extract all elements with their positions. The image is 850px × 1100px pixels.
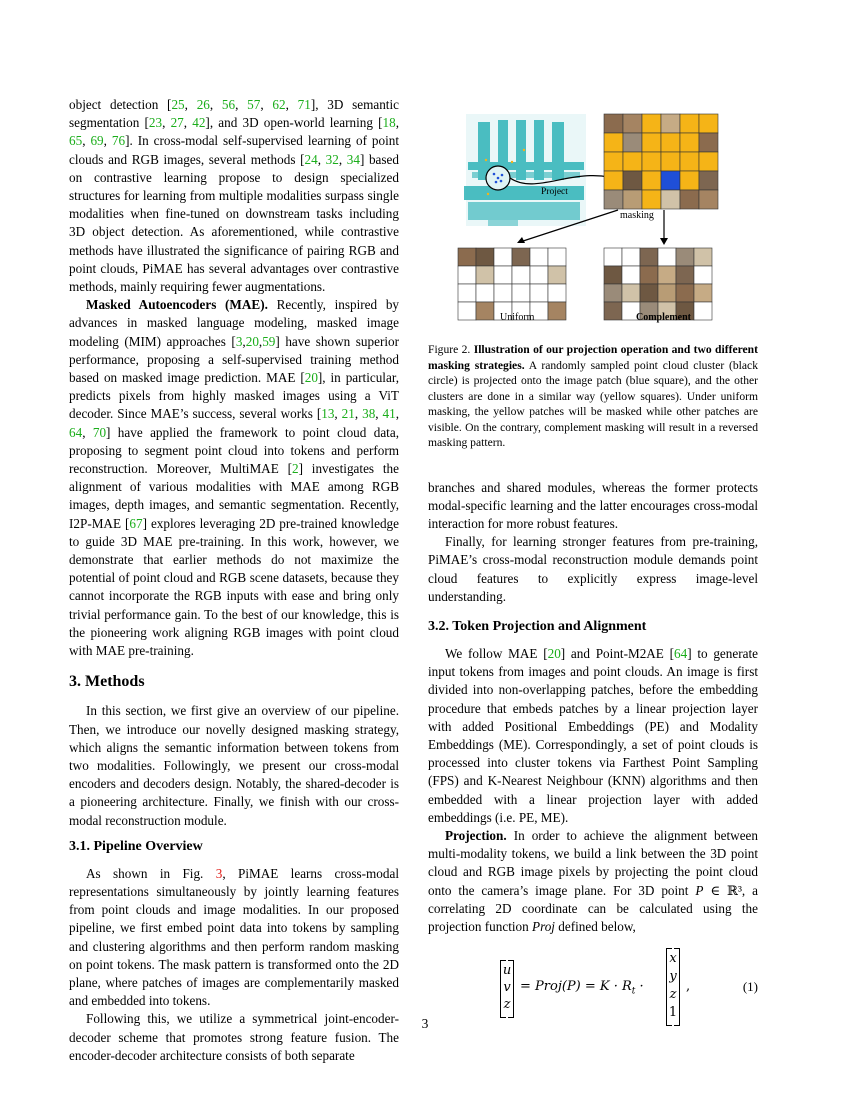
image-patch	[622, 248, 640, 266]
image-patch	[548, 266, 566, 284]
text-run: ] to generate input tokens from images and point clouds. An image is first divided into non-overlapping patches, before the embedding procedure that embeds patches by a linear projection layer with added Positional Embeddings (PE) and Modality Embeddings (ME). Correspondingly, a set of point clouds is processed into cluster tokens via Farthest Point Sampling (FPS) and K-Nearest Neighbour (KNN) algorithms and then embedded with a linear projection layer with added embeddings (i.e. PE, ME).	[428, 645, 758, 825]
text-run: ,	[395, 115, 400, 131]
pipeline-paragraph	[69, 865, 399, 1011]
citation-link[interactable]: 70	[92, 424, 107, 440]
image-patch	[604, 171, 623, 190]
image-patch	[604, 248, 622, 266]
text-run: ,	[82, 424, 93, 440]
text-run: ,	[395, 406, 400, 422]
image-patch	[642, 152, 661, 171]
image-patch	[604, 133, 623, 152]
image-patch	[676, 248, 694, 266]
image-patch	[642, 114, 661, 133]
citation-link[interactable]: 20	[547, 645, 561, 661]
text-run: ,	[260, 97, 273, 112]
methods-paragraph: In this section, we first give an overview of our pipeline. Then, we introduce our novelly designed masking strategy, which aligns the semantic information between tokens from two modalities. Followingly, we present our cross-modal encoders and decoders design. Notably, the shared-decoder is a pioneering architecture. Finally, we finish with our cross-modal reconstruction module.	[69, 703, 399, 828]
citation-link[interactable]: 2	[291, 461, 299, 477]
lhs-entry: u	[502, 963, 512, 979]
image-patch	[642, 133, 661, 152]
complement-masking-grid	[604, 248, 712, 320]
citation-link[interactable]: 21	[341, 406, 355, 422]
citation-link[interactable]: 67	[129, 515, 143, 531]
image-patch	[642, 190, 661, 209]
image-patch	[699, 133, 718, 152]
image-patch	[694, 284, 712, 302]
text-run: defined below,	[554, 918, 636, 934]
label-project: Project	[541, 187, 568, 197]
uniform-masking-grid	[458, 248, 566, 320]
citation-link[interactable]: 13	[321, 406, 335, 422]
equation-middle: = Proj(P) = $K \cdot R_t$ ·	[520, 979, 644, 997]
image-patch	[494, 248, 512, 266]
text-run: ,	[103, 133, 112, 149]
text-run: ,	[338, 151, 347, 167]
image-patch	[458, 248, 476, 266]
image-patch	[548, 284, 566, 302]
text-run: ,	[209, 97, 222, 112]
text-run: ,	[354, 406, 363, 422]
image-patch	[680, 190, 699, 209]
mae-heading: Masked Autoencoders (MAE).	[86, 297, 268, 313]
image-patch	[661, 190, 680, 209]
image-patch	[694, 266, 712, 284]
lhs-entry: z	[503, 997, 511, 1013]
label-uniform: Uniform	[500, 312, 535, 323]
citation-link[interactable]: 3	[235, 333, 243, 349]
following-paragraph: Following this, we utilize a symmetrical joint-encoder-decoder scheme that promotes strong feature fusion. The encoder-decoder architecture consists of both separate	[69, 1011, 399, 1063]
point-cloud-image	[464, 114, 586, 226]
image-patch	[512, 266, 530, 284]
left-column	[69, 96, 399, 1065]
image-patch	[512, 284, 530, 302]
image-patch	[622, 266, 640, 284]
image-patch	[694, 248, 712, 266]
citation-link[interactable]: 34	[346, 151, 360, 167]
text-run: ,	[242, 333, 246, 349]
label-complement: Complement	[636, 312, 691, 323]
citation-link[interactable]: 41	[382, 406, 396, 422]
page-number: 3	[421, 1016, 429, 1031]
citation-link[interactable]: 64	[674, 645, 688, 661]
citation-link[interactable]: 23	[148, 115, 163, 131]
lhs-entry: v	[503, 980, 511, 996]
text-run: ], in particular, predicts pixels from highly masked images using a ViT decoder. Since MAE’s success, several works [	[69, 370, 399, 422]
text-run: ,	[375, 406, 383, 422]
figure-ref-link[interactable]: 3	[215, 865, 223, 881]
text-run: ] investigates the alignment of various modalities with MAE among RGB images, depth images, and semantic segmentation. Recently, I2P-MAE [	[69, 461, 399, 531]
image-patch	[640, 284, 658, 302]
citation-link[interactable]: 65	[69, 133, 83, 149]
image-patch	[622, 284, 640, 302]
rhs-entry: 1	[668, 1005, 678, 1021]
text-run: ,	[162, 115, 171, 131]
equation-comma: ,	[686, 979, 691, 995]
image-patch	[623, 152, 642, 171]
image-patch	[661, 114, 680, 133]
equation-number: (1)	[742, 979, 758, 995]
projected-image-grid	[604, 114, 718, 209]
math-symbol: Proj	[532, 918, 555, 934]
text-run: ,	[184, 97, 197, 112]
image-patch	[658, 248, 676, 266]
figure-2-illustration	[428, 102, 758, 342]
image-patch	[604, 284, 622, 302]
image-patch	[623, 133, 642, 152]
text-run: Recently, inspired by advances in masked language modeling, masked image modeling (MIM) approaches [	[69, 297, 400, 349]
text-run: ,	[334, 406, 342, 422]
citation-link[interactable]: 27	[170, 115, 184, 131]
mae-paragraph	[69, 296, 399, 660]
text-run: In order to achieve the alignment between multi-modality tokens, we build a link between the 3D point cloud and RGB image pixels by projecting the point cloud onto the camera’s image plane. For 3D point	[428, 827, 758, 898]
image-patch	[548, 302, 566, 320]
image-patch	[680, 114, 699, 133]
text-run: ,	[258, 333, 263, 349]
image-patch	[658, 266, 676, 284]
image-patch	[699, 114, 718, 133]
image-patch	[699, 152, 718, 171]
image-patch	[494, 266, 512, 284]
text-run: ,	[183, 115, 193, 131]
text-run: As shown in Fig.	[86, 865, 216, 881]
image-patch	[694, 302, 712, 320]
rhs-vector	[666, 948, 680, 1024]
image-patch	[661, 133, 680, 152]
math-symbol: P	[695, 882, 704, 898]
image-patch	[494, 284, 512, 302]
image-patch	[512, 248, 530, 266]
image-patch	[458, 284, 476, 302]
image-patch	[623, 171, 642, 190]
citation-link[interactable]: 56	[221, 97, 236, 112]
image-patch	[530, 266, 548, 284]
image-patch	[699, 190, 718, 209]
lhs-vector	[500, 960, 514, 1016]
text-run: ,	[235, 97, 248, 112]
citation-link[interactable]: 20	[304, 370, 318, 386]
intro-paragraph	[69, 96, 399, 296]
finally-paragraph: Finally, for learning stronger features from pre-training, PiMAE’s cross-modal reconstruction module demands point cloud features to explicitly express image-level understanding.	[428, 534, 758, 604]
image-patch	[458, 302, 476, 320]
token-projection-paragraph	[428, 645, 758, 827]
text-run: ,	[317, 151, 326, 167]
image-patch	[642, 171, 661, 190]
image-patch	[530, 248, 548, 266]
label-masking: masking	[620, 210, 654, 221]
image-patch	[699, 171, 718, 190]
image-patch	[640, 266, 658, 284]
image-patch	[680, 152, 699, 171]
text-run: ], and 3D open-world learning [	[205, 115, 383, 131]
text-run: ] have shown superior performance, proposing a self-supervised training method based on masked image prediction. MAE [	[69, 333, 399, 386]
rhs-entry: z	[669, 987, 677, 1003]
image-patch	[604, 152, 623, 171]
branches-paragraph: branches and shared modules, whereas the former protects modal-specific learning and the latter encourages cross-modal interaction for more robust features.	[428, 479, 758, 531]
image-patch	[676, 284, 694, 302]
image-patch	[476, 266, 494, 284]
image-patch	[676, 266, 694, 284]
image-patch	[604, 302, 622, 320]
section-3-2-title: 3.2. Token Projection and Alignment	[428, 618, 647, 634]
citation-link[interactable]: 18	[382, 115, 396, 131]
citation-link[interactable]: 20	[245, 333, 259, 349]
rhs-entry: x	[669, 951, 677, 967]
text-run: ] have applied the framework to point cloud data, proposing to segment point cloud into tokens and perform reconstruction. Moreover, MultiMAE [	[69, 424, 399, 477]
rhs-entry: y	[669, 969, 677, 985]
figure-2	[428, 102, 758, 342]
figure-2-caption: Figure 2. Illustration of our projection operation and two different masking strategies. A randomly sampled point cloud cluster (black circle) is projected onto the image patch (blue square), and the other clusters are done in a similar way (yellow squares). Under uniform masking, the yellow patches will be masked while other patches are visible. On the contrary, complement masking will result in a reversed masking pattern.	[428, 343, 758, 449]
image-patch	[476, 302, 494, 320]
text-run: ] explores leveraging 2D pre-trained knowledge to guide 3D MAE pre-training. In this work, however, we demonstrate that earlier methods do not maximize the potential of point cloud and RGB scene datasets, because they cannot incorporate the RGB inputs with ease and bring only trivial performance gain. To the best of our knowledge, this is the pioneering work aligning RGB images with point cloud with MAE pre-training.	[69, 515, 399, 659]
image-patch	[661, 171, 680, 190]
image-patch	[680, 133, 699, 152]
section-3-1-title: 3.1. Pipeline Overview	[69, 838, 203, 854]
citation-link[interactable]: 42	[192, 115, 206, 131]
citation-link[interactable]: 38	[362, 406, 376, 422]
text-run: object detection [	[69, 97, 172, 112]
image-patch	[623, 190, 642, 209]
image-patch	[661, 152, 680, 171]
image-patch	[604, 114, 623, 133]
image-patch	[530, 284, 548, 302]
text-run: We follow MAE [	[445, 645, 548, 661]
text-run: ,	[82, 133, 91, 149]
image-patch	[658, 284, 676, 302]
text-run: ], 3D semantic segmentation [	[69, 97, 399, 131]
citation-link[interactable]: 57	[247, 97, 261, 112]
citation-link[interactable]: 69	[90, 133, 104, 149]
right-column	[428, 98, 758, 1030]
citation-link[interactable]: 32	[325, 151, 339, 167]
image-patch	[548, 248, 566, 266]
text-run: ∈ ℝ³, a correlating 2D coordinate can be calculated using the projection function	[428, 882, 758, 934]
text-run: , PiMAE learns cross-modal representations simultaneously by jointly learning features from point clouds and image modalities. In our proposed pipeline, we first embed point data into tokens by sampling and clustering algorithms and then perform random masking on point tokens. The mask pattern is transformed onto the 2D plane, where patches of images are complementarily masked and embedded into tokens.	[69, 865, 399, 1009]
section-3-title: 3. Methods	[69, 673, 145, 691]
image-patch	[604, 266, 622, 284]
image-patch	[680, 171, 699, 190]
image-patch	[476, 284, 494, 302]
image-patch	[604, 190, 623, 209]
citation-link[interactable]: 59	[262, 333, 276, 349]
citation-link[interactable]: 76	[111, 133, 126, 149]
citation-link[interactable]: 64	[69, 424, 83, 440]
text-run: ,	[285, 97, 298, 112]
text-run: ] based on contrastive learning propose to design specialized structures for learning from multiple modalities surpass single modalities when fine-tuned on downstream tasks including 3D object detection. As aforementioned, while contrastive methods have illustrated the significance of pairing RGB and point clouds, PiMAE has several advantages over contrastive methods, mainly requiring fewer augmentations.	[69, 151, 399, 295]
projection-heading: Projection.	[445, 827, 507, 843]
citation-link[interactable]: 25	[171, 97, 185, 112]
projection-paragraph	[428, 827, 758, 936]
image-patch	[623, 114, 642, 133]
citation-link[interactable]: 71	[297, 97, 311, 112]
text-run: ]. In cross-modal self-supervised learning of point clouds and RGB images, several methods [	[69, 133, 400, 167]
text-run: ] and Point-M2AE [	[560, 645, 674, 661]
citation-link[interactable]: 62	[272, 97, 286, 112]
image-patch	[458, 266, 476, 284]
citation-link[interactable]: 24	[304, 151, 318, 167]
citation-link[interactable]: 26	[196, 97, 210, 112]
image-patch	[476, 248, 494, 266]
image-patch	[640, 248, 658, 266]
